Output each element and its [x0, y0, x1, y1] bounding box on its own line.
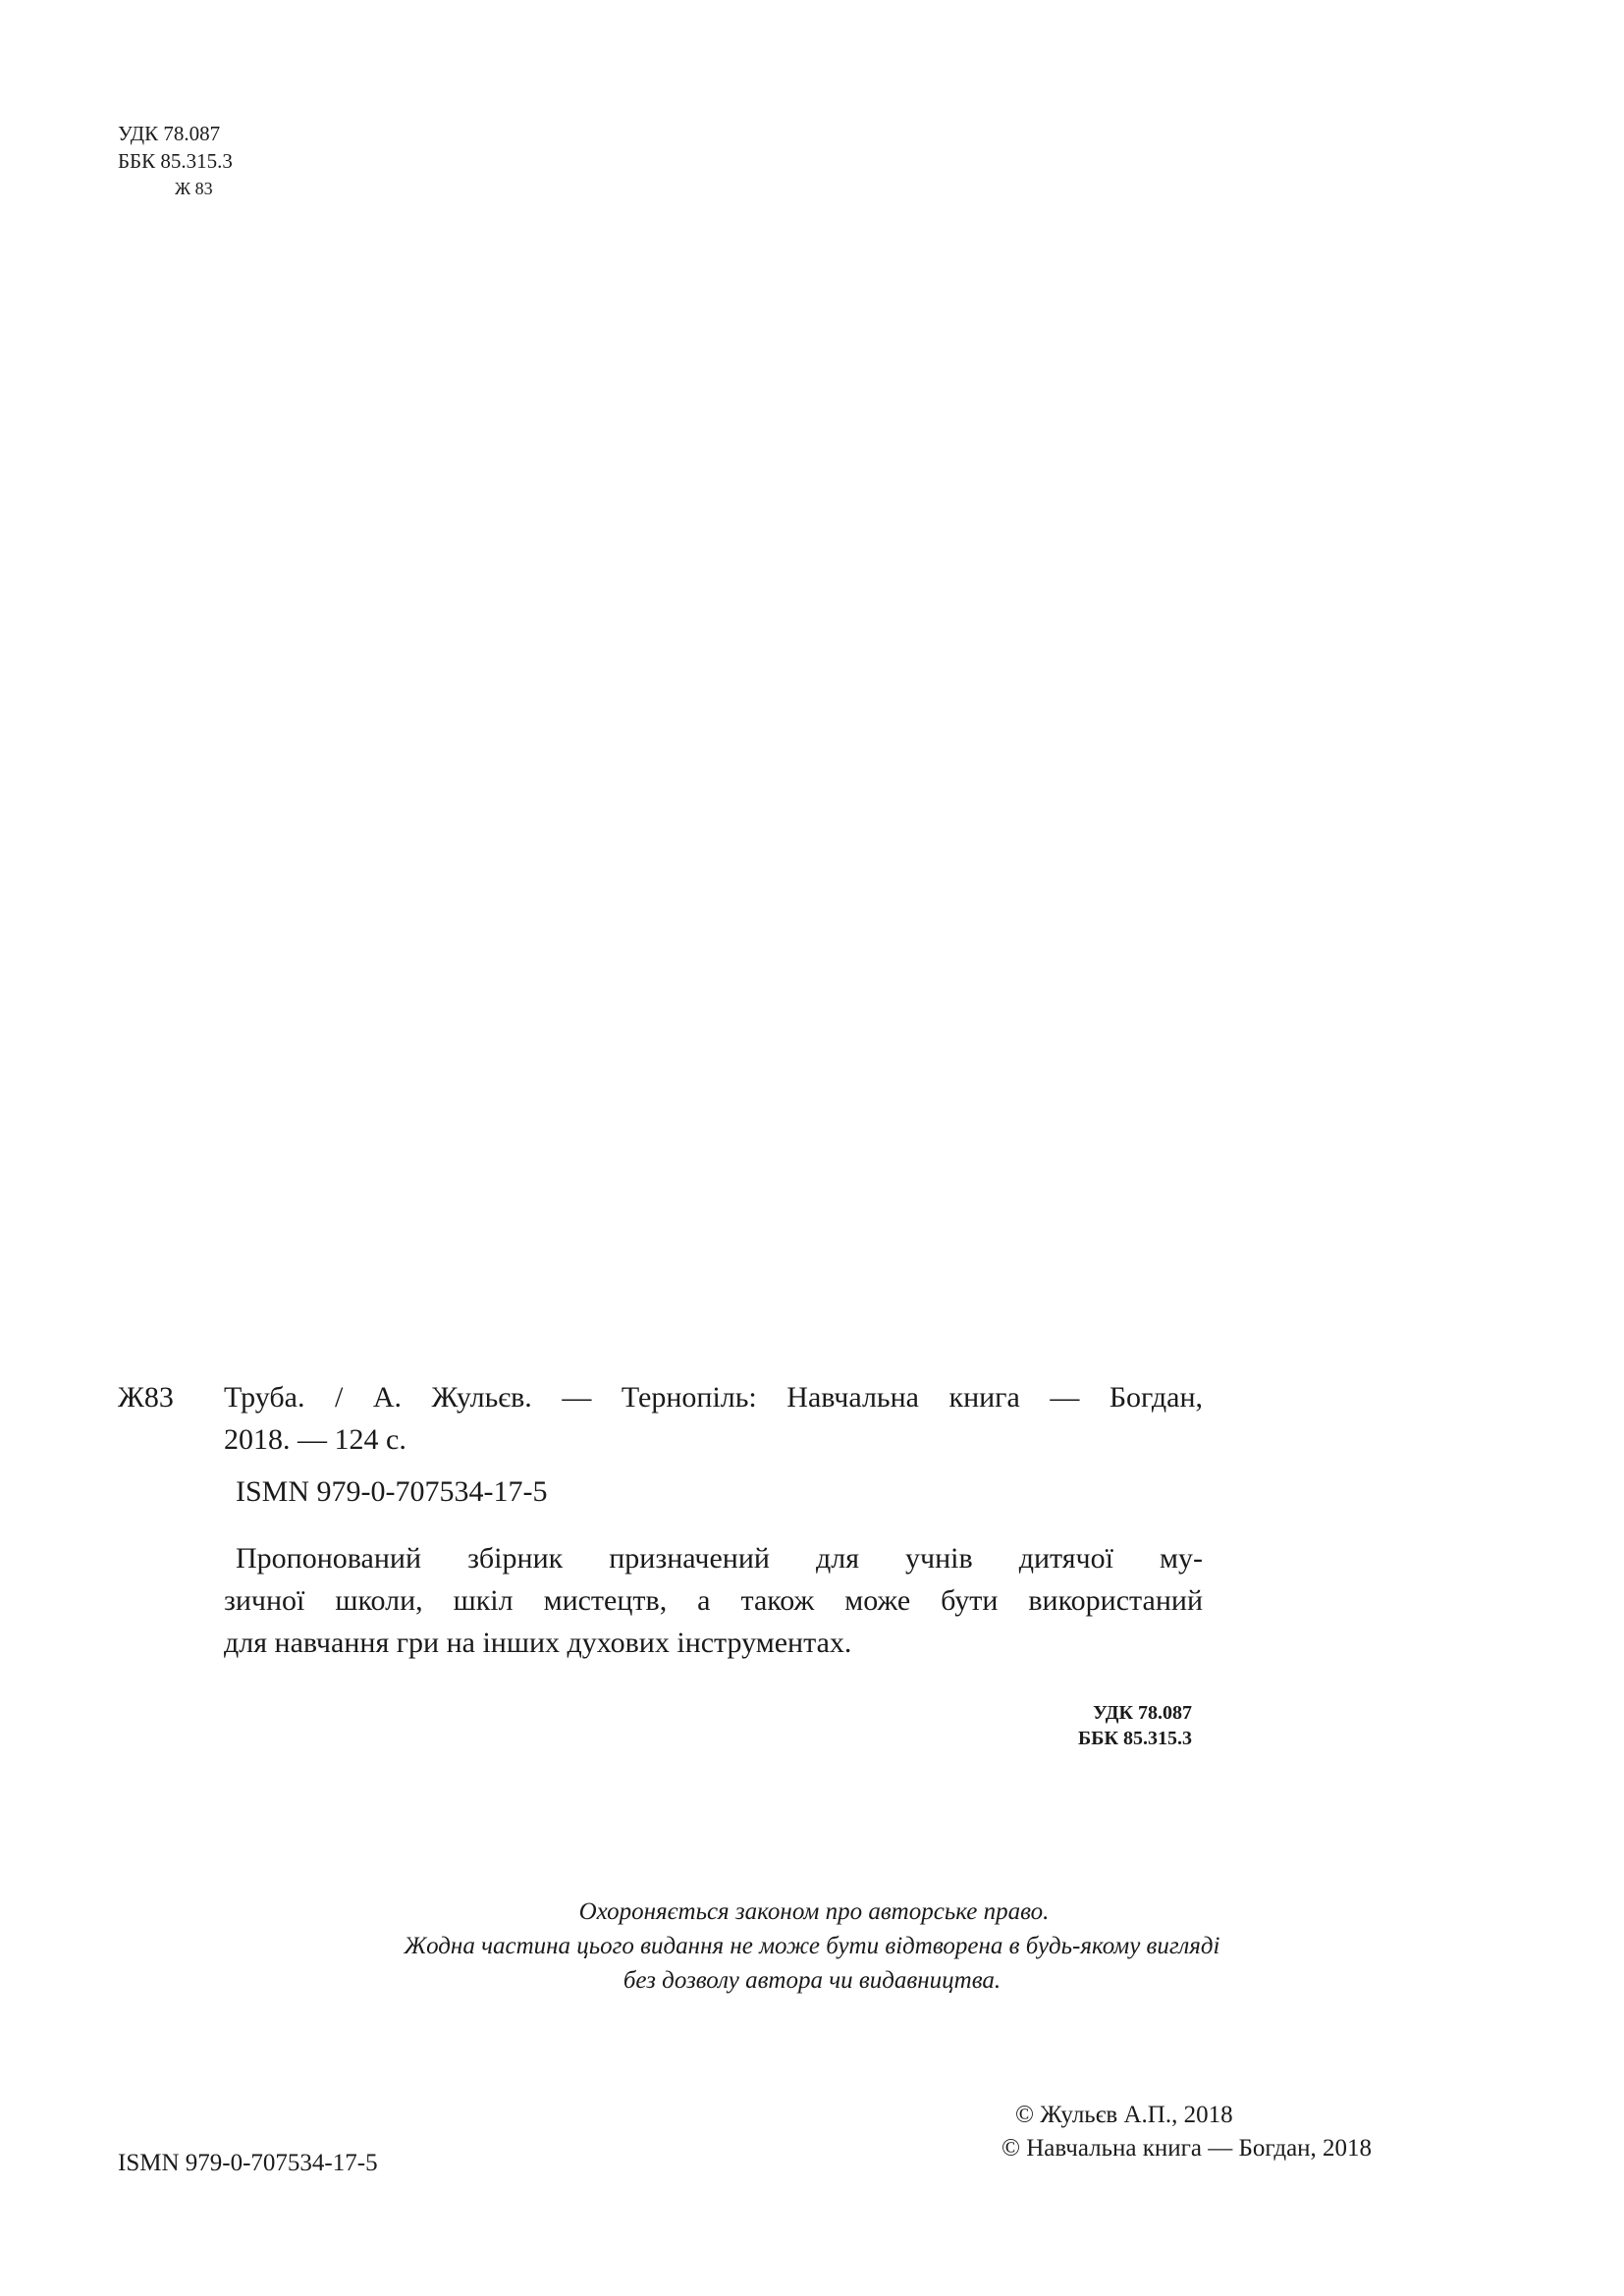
udk-code: УДК 78.087 [1093, 1702, 1192, 1724]
author-mark: Ж 83 [175, 179, 213, 198]
bbk-code: ББК 85.315.3 [1078, 1728, 1192, 1749]
bibliographic-entry [118, 1376, 1203, 1513]
copyright-author: © Жульєв А.П., 2018 [1015, 2102, 1233, 2128]
annotation-line: зичної школи, шкіл мистецтв, а також може бути використаний [224, 1584, 1203, 1617]
bbk-code: ББК 85.315.3 [118, 149, 233, 173]
classification-block-bottom [1078, 1700, 1192, 1751]
udk-code: УДК 78.087 [118, 122, 221, 145]
notice-line: Жодна частина цього видання не може бути відтворена в будь-якому вигляді [404, 1933, 1220, 1959]
entry-isbn: ISMN 979-0-707534-17-5 [236, 1475, 548, 1508]
author-cipher: Ж83 [118, 1381, 174, 1414]
annotation-line: Пропонований збірник призначений для учнів дитячої му- [236, 1542, 1203, 1575]
entry-title-line: Труба. / А. Жульєв. — Тернопіль: Навчальна книга — Богдан, [224, 1381, 1203, 1414]
notice-line: без дозволу автора чи видавництва. [623, 1967, 1001, 1994]
copyright-lines [1001, 2099, 1372, 2165]
entry-continuation: 2018. — 124 с. [224, 1423, 406, 1456]
notice-line: Охороняється законом про авторське право. [578, 1898, 1050, 1925]
classification-block [118, 120, 233, 202]
annotation-line: для навчання гри на інших духових інструментах. [224, 1627, 852, 1659]
copyright-publisher: © Навчальна книга — Богдан, 2018 [1001, 2135, 1373, 2162]
annotation [118, 1537, 1203, 1664]
copyright-notice [0, 1895, 1624, 1998]
footer-isbn: ISMN 979-0-707534-17-5 [118, 2150, 378, 2176]
